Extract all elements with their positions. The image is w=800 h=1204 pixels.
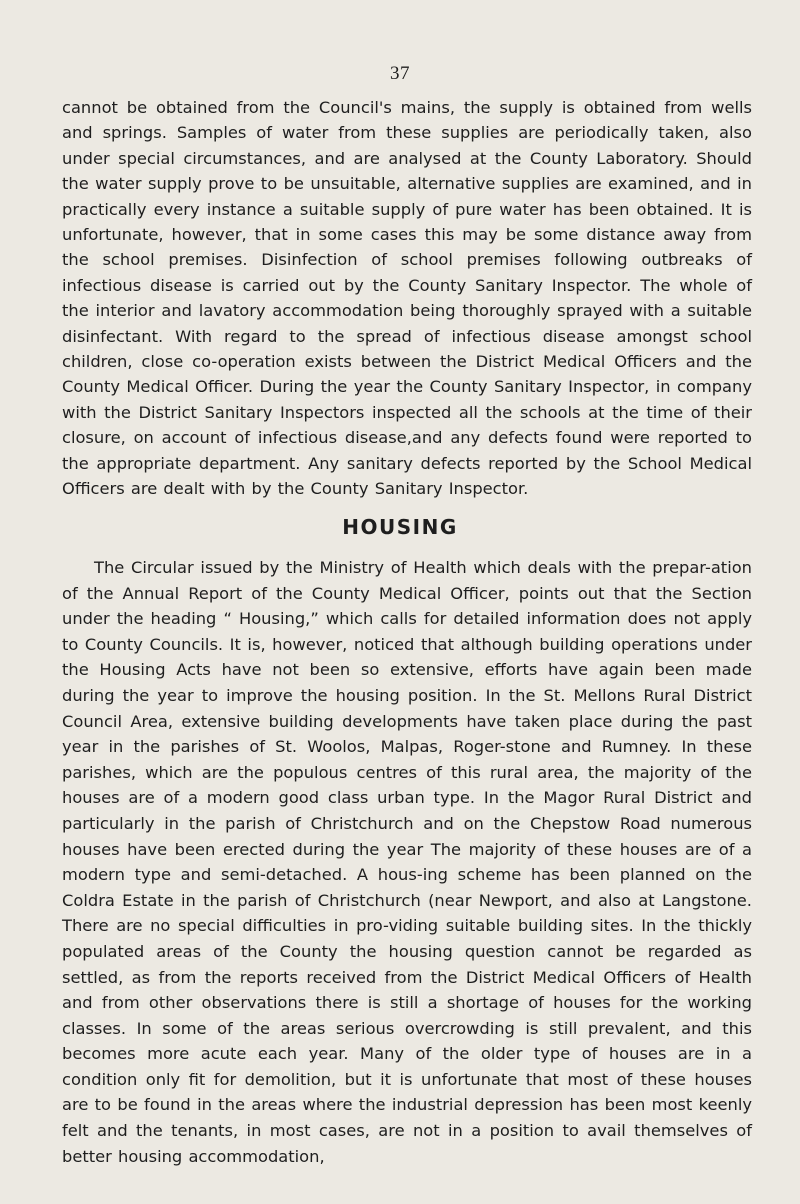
body-paragraph-water-supply: cannot be obtained from the Council's mains, the supply is obtained from wells and springs. Samples of water from these supplies are periodically taken, also under special circumstances, and are analysed at the County Laboratory. Should the water supply prove to be unsuitable, alternative supplies are examined, and in practically every instance a suitable supply of pure water has been obtained. It is unfortunate, however, that in some cases this may be some distance away from the school premises. Disinfection of school premises following outbreaks of infectious disease is carried out by the County Sanitary Inspector. The whole of the interior and lavatory accommodation being thoroughly sprayed with a suitable disinfectant. With regard to the spread of infectious disease amongst school children, close co-operation exists between the District Medical Officers and the County Medical Officer. During the year the County Sanitary Inspector, in company with the District Sanitary Inspectors inspected all the schools at the time of their closure, on account of infectious disease,and any defects found were reported to the appropriate department. Any sanitary defects reported by the School Medical Officers are dealt with by the County Sanitary Inspector. (62, 98, 752, 499)
body-paragraph-housing: The Circular issued by the Ministry of Health which deals with the prepar-ation of the Annual Report of the County Medical Officer, points out that the Section under the heading “ Housing,” which calls for detailed information does not apply to County Councils. It is, however, noticed that although building operations under the Housing Acts have not been so extensive, efforts have again been made during the year to improve the housing position. In the St. Mellons Rural District Council Area, extensive building developments have taken place during the past year in the parishes of St. Woolos, Malpas, Roger-stone and Rumney. In these parishes, which are the populous centres of this rural area, the majority of the houses are of a modern good class urban type. In the Magor Rural District and particularly in the parish of Christchurch and on the Chepstow Road numerous houses have been erected during the year The majority of these houses are of a modern type and semi-detached. A hous-ing scheme has been planned on the Coldra Estate in the parish of Christchurch (near Newport, and also at Langstone. There are no special difficulties in pro-viding suitable building sites. In the thickly populated areas of the County the housing question cannot be regarded as settled, as from the reports received from the District Medical Officers of Health and from other observations there is still a shortage of houses for the working classes. In some of the areas serious overcrowding is still prevalent, and this becomes more acute each year. Many of the older type of houses are in a condition only fit for demolition, but it is unfortunate that most of these houses are to be found in the areas where the industrial depression has been most keenly felt and the tenants, in most cases, are not in a position to avail themselves of better housing accommodation, (62, 558, 752, 1166)
page-number: 37 (390, 63, 410, 84)
section-heading-housing: HOUSING (342, 515, 458, 539)
